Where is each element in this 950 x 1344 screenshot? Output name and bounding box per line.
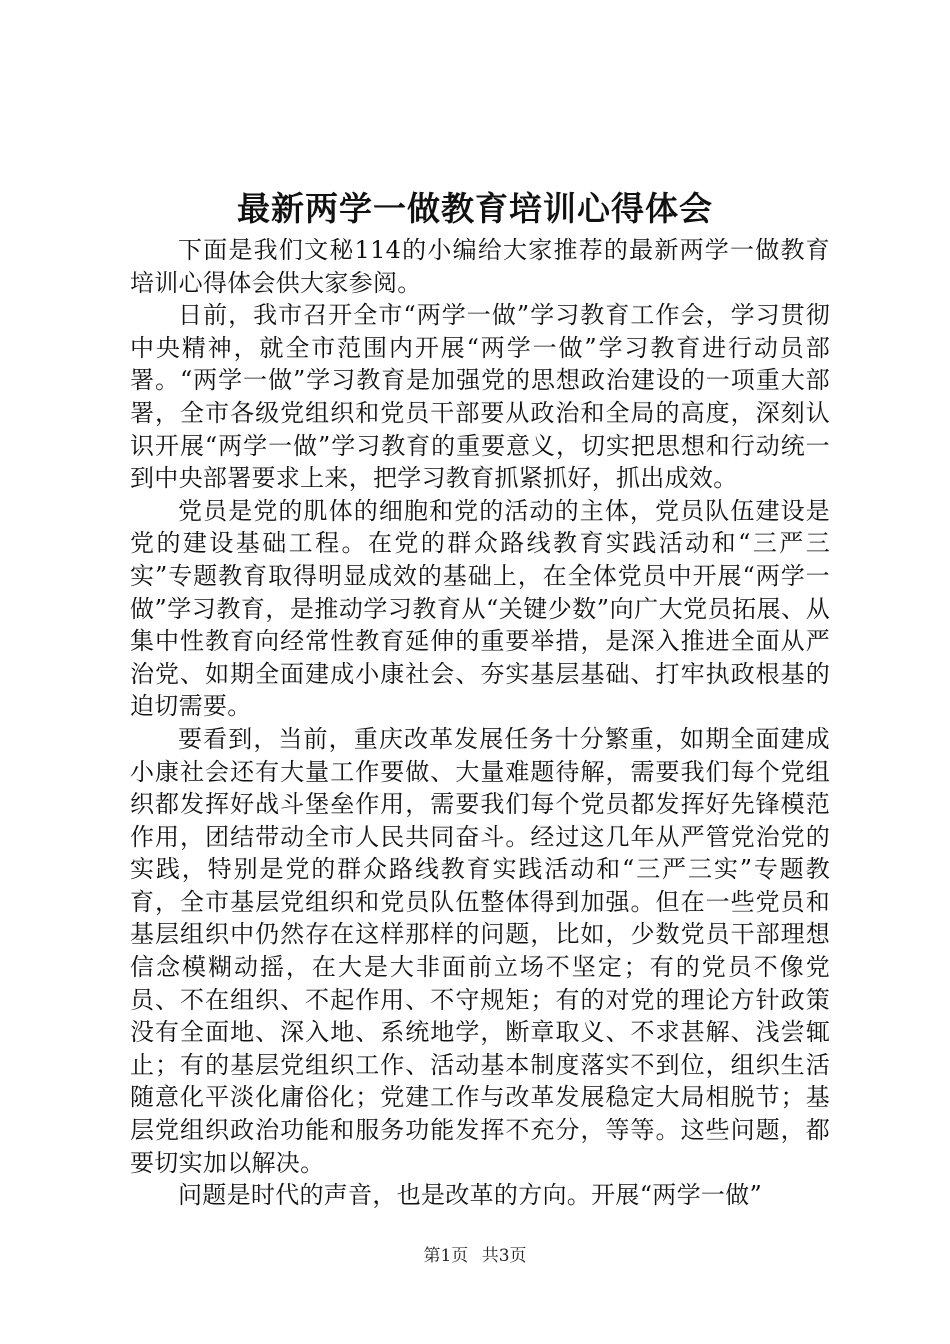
paragraph-meeting: 日前，我市召开全市“两学一做”学习教育工作会，学习贯彻中央精神，就全市范围内开展“两学一做”学习教育进行动员部署。“两学一做”学习教育是加强党的思想政治建设的一项重大部署，全市各级党组织和党员干部要从政治和全局的高度，深刻认识开展“两学一做”学习教育的重要意义，切实把思想和行动统一到中央部署要求上来，把学习教育抓紧抓好，抓出成效。 — [130, 301, 830, 493]
page-footer — [0, 1244, 950, 1268]
paragraph-intro: 下面是我们文秘114的小编给大家推荐的最新两学一做教育培训心得体会供大家参阅。 — [130, 236, 830, 297]
page-total: 共3页 — [481, 1246, 527, 1266]
paragraph-party-members: 党员是党的肌体的细胞和党的活动的主体，党员队伍建设是党的建设基础工程。在党的群众路线教育实践活动和“三严三实”专题教育取得明显成效的基础上，在全体党员中开展“两学一做”学习教育，是推动学习教育从“关键少数”向广大党员拓展、从集中性教育向经常性教育延伸的重要举措，是深入推进全面从严治党、如期全面建成小康社会、夯实基层基础、打牢执政根基的迫切需要。 — [130, 496, 830, 721]
paragraph-problems: 要看到，当前，重庆改革发展任务十分繁重，如期全面建成小康社会还有大量工作要做、大量难题待解，需要我们每个党组织都发挥好战斗堡垒作用，需要我们每个党员都发挥好先锋模范作用，团结带动全市人民共同奋斗。经过这几年从严管党治党的实践，特别是党的群众路线教育实践活动和“三严三实”专题教育，全市基层党组织和党员队伍整体得到加强。但在一些党员和基层组织中仍然存在这样那样的问题，比如，少数党员干部理想信念模糊动摇，在大是大非面前立场不坚定；有的党员不像党员、不在组织、不起作用、不守规矩；有的对党的理论方针政策没有全面地、深入地、系统地学，断章取义、不求甚解、浅尝辄止；有的基层党组织工作、活动基本制度落实不到位，组织生活随意化平淡化庸俗化；党建工作与改革发展稳定大局相脱节；基层党组织政治功能和服务功能发挥不充分，等等。这些问题，都要切实加以解决。 — [130, 724, 830, 1177]
document-title: 最新两学一做教育培训心得体会 — [237, 189, 713, 228]
page-number: 第1页 — [423, 1246, 469, 1266]
paragraph-direction: 问题是时代的声音，也是改革的方向。开展“两学一做” — [178, 1181, 763, 1210]
document-body — [130, 234, 830, 1212]
